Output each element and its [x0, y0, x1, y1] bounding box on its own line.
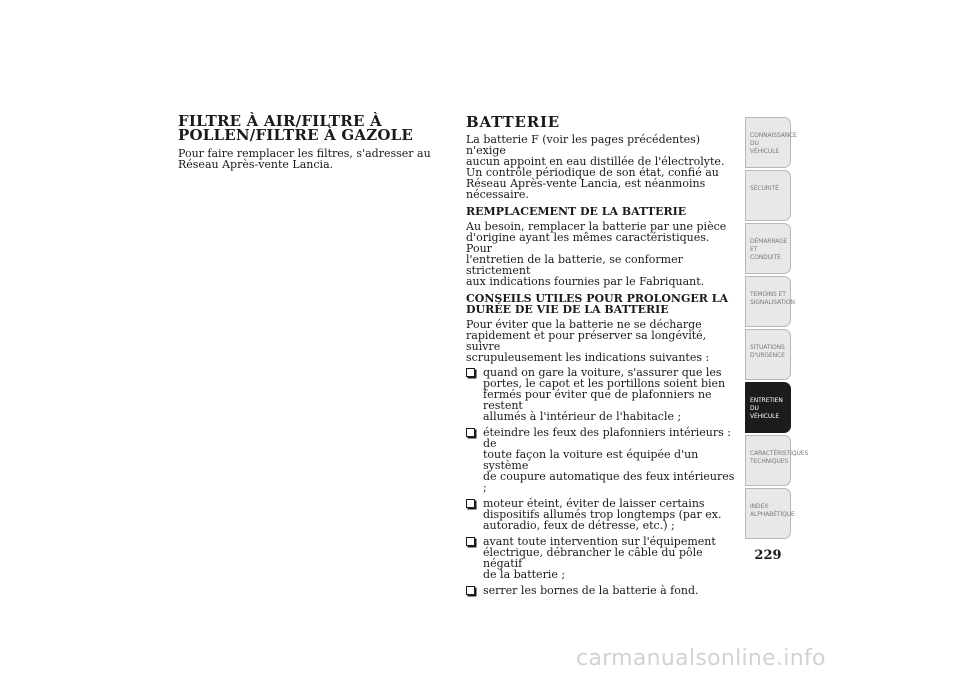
- tab-demarrage-et-conduite[interactable]: DÉMARRAGE ET CONDUITE: [745, 223, 791, 274]
- list-item: serrer les bornes de la batterie à fond.: [466, 585, 738, 596]
- tab-index-alphabetique[interactable]: INDEX ALPHABÉTIQUE: [745, 488, 791, 539]
- watermark: carmanualsonline.info: [576, 646, 826, 671]
- filter-paragraph: Pour faire remplacer les filtres, s'adresser au Réseau Après-vente Lancia.: [178, 147, 431, 171]
- replacement-paragraph: Au besoin, remplacer la batterie par une pièce d'origine ayant les mêmes caractéristiques. Pour l'entretien de la batterie, se conformer strictement aux indications fournies par le Fabriquant.: [466, 220, 727, 288]
- tips-title: CONSEILS UTILES POUR PROLONGER LA DURÉE DE VIE DE LA BATTERIE: [466, 292, 728, 316]
- tab-entretien-du-vehicule[interactable]: ENTRETIEN DU VÉHICULE: [745, 382, 791, 433]
- right-column: [466, 114, 738, 601]
- left-column: [178, 114, 440, 170]
- filter-section-title: FILTRE À AIR/FILTRE À POLLEN/FILTRE À GAZOLE: [178, 112, 414, 144]
- list-item: moteur éteint, éviter de laisser certains dispositifs allumés trop longtemps (par ex. autoradio, feux de détresse, etc.) ;: [466, 498, 738, 531]
- checkbox-bullet-icon: [466, 368, 475, 377]
- page-number: 229: [754, 548, 782, 563]
- checkbox-bullet-icon: [466, 428, 475, 437]
- tips-list: [466, 367, 738, 596]
- replacement-title: REMPLACEMENT DE LA BATTERIE: [466, 205, 687, 218]
- tips-paragraph: Pour éviter que la batterie ne se décharge rapidement et pour préserver sa longévité, suivre scrupuleusement les indications suivantes :: [466, 318, 710, 364]
- checkbox-bullet-icon: [466, 586, 475, 595]
- battery-title: BATTERIE: [466, 113, 561, 131]
- tab-caracteristiques-techniques[interactable]: CARACTÉRISTIQUES TECHNIQUES: [745, 435, 791, 486]
- chapter-tabs: [745, 117, 809, 541]
- tab-situations-d-urgence[interactable]: SITUATIONS D'URGENCE: [745, 329, 791, 380]
- list-item: quand on gare la voiture, s'assurer que les portes, le capot et les portillons soient bien fermés pour éviter que de plafonniers ne restent allumés à l'intérieur de l'habitacle ;: [466, 367, 738, 422]
- checkbox-bullet-icon: [466, 537, 475, 546]
- tab-connaissance-du-vehicule[interactable]: CONNAISSANCE DU VÉHICULE: [745, 117, 791, 168]
- battery-intro: La batterie F (voir les pages précédentes) n'exige aucun appoint en eau distillée de l'électrolyte. Un contrôle périodique de son état, confié au Réseau Après-vente Lancia, est néanmoins nécessaire.: [466, 133, 725, 201]
- tab-temoins-et-signalisation[interactable]: TEMOINS ET SIGNALISATION: [745, 276, 791, 327]
- list-item: avant toute intervention sur l'équipement électrique, débrancher le câble du pôle négatif de la batterie ;: [466, 536, 738, 580]
- checkbox-bullet-icon: [466, 499, 475, 508]
- tab-securite[interactable]: SÉCURITÉ: [745, 170, 791, 221]
- list-item: éteindre les feux des plafonniers intérieurs : de toute façon la voiture est équipée d'un système de coupure automatique des feux intérieures ;: [466, 427, 738, 493]
